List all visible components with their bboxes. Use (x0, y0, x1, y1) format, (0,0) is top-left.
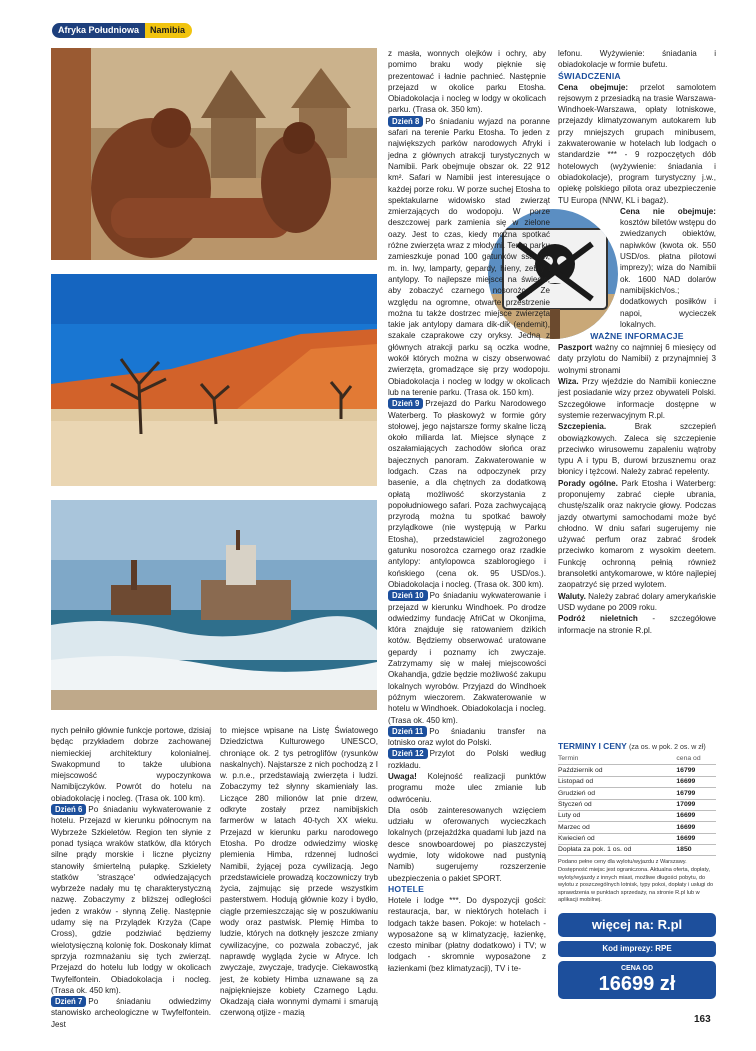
day-badge: Dzień 6 (51, 804, 86, 815)
day-badge: Dzień 8 (388, 116, 423, 127)
day-badge: Dzień 9 (388, 398, 423, 409)
table-row (558, 822, 716, 833)
paragraph: nych pełniło głównie funkcje portowe, dzisiaj będąc przykładem dobrze zachowanej niemieckiej architektury kolonialnej. Swakopmund to także ulubiona miejscowość wypoczynkowa Namibijczyków. Powrót do hotelu na obiadokolację i nocleg. (Trasa ok. 100 km). (51, 726, 211, 803)
label: Porady ogólne. (558, 478, 618, 488)
paragraph: Po śniadaniu wykwaterowanie i przejazd w kierunku Windhoek. Po drodze odwiedzimy fundację AfriCat w Okonjima, która znajduje się ratowaniem dzikich kotów. Będziemy obserwować uratowane gepardy i poznamy ich zwyczaje. Zatrzymamy się w małej miejscowości Okahandja, gdzie będzie możliwość zakupu lokalnych wyrobów. Przyjazd do Windhoek późnym wieczorem. Zakwaterowanie w hotelu w Windhoek. Obiadokolacja i nocleg. (Trasa ok. 450 km). (388, 591, 546, 725)
label: Waluty. (558, 591, 586, 601)
table-row (558, 833, 716, 844)
table-cell-value: cena od (674, 754, 716, 765)
label: Podróż nieletnich (558, 614, 638, 624)
more-info-button[interactable]: więcej na: R.pl (558, 913, 716, 937)
text-column-mid (388, 48, 550, 974)
table-cell-value: 16699 (674, 822, 716, 833)
photo-shipwreck (51, 500, 377, 710)
table-cell-value: 16699 (674, 833, 716, 844)
price-grid (558, 754, 716, 856)
warning-label: Uwaga! (388, 772, 417, 781)
section-title: ŚWIADCZENIA (558, 70, 621, 81)
section-title: WAŻNE INFORMACJE (590, 331, 684, 342)
paragraph: lefonu. Wyżywienie: śniadania i obiadokolacje w formie bufetu. (558, 49, 716, 70)
table-row (558, 788, 716, 799)
day-badge: Dzień 12 (388, 748, 428, 759)
label: Cena nie obejmuje: (620, 206, 716, 216)
paragraph: z masła, wonnych olejków i ochry, aby pomimo braku wody pięknie się prezentować i ładnie pachnieć. Następnie przejazd w okolice parku Etosha. Obiadokolacja i nocleg w lodgy w okolicach parku. (Trasa ok. 350 km). (388, 49, 546, 115)
section-title: HOTELE (388, 883, 425, 894)
day-badge: Dzień 7 (51, 996, 86, 1007)
text-column-right (558, 48, 716, 636)
paragraph: Przejazd do Parku Narodowego Waterberg. To płaskowyż w formie góry stołowej, jego najstarsze formy skalne liczą około miliarda lat. Miejsce słynące z oszałamiających zachodów słońca oraz bajecznych panoram. Zakwaterowanie w lodgach. Czas na odpoczynek przy basenie, a dla chętnych za dodatkową opłatą możliwość skorzystania z popołudniowego safari. Poza zachwycającą przyrodą można tu spotkać bawoły przylądkowe (nie występują w Parku Etosha), przedstawiciel zagrożonego gatunku nosorożca czarnego oraz rzadkie antylopy: antylopowca szablorogiego i końskiego (cena ok. 95 USD/os.). Obiadokolacja i nocleg. (Trasa ok. 300 km). (388, 399, 546, 589)
paragraph: kosztów biletów wstępu do zwiedzanych obiektów, napiwków (kwota ok. 550 USD/os. płatna pilotowi imprezy); wiza do Namibii ok. 1600 NAD dolarów namibijskich/os.; dodatkowych posiłków i napoi, wycieczek lokalnych. (620, 218, 716, 329)
price-badge (558, 961, 716, 999)
table-cell-label: Październik od (558, 765, 674, 776)
table-cell-label: Listopad od (558, 776, 674, 787)
label: Szczepienia. (558, 422, 607, 432)
table-row (558, 845, 716, 856)
table-cell-value: 16799 (674, 788, 716, 799)
table-cell-value: 1850 (674, 845, 716, 856)
paragraph: Należy zabrać dolary amerykańskie USD wydane po 2009 roku. (558, 591, 716, 612)
paragraph: Brak szczepień obowiązkowych. Zaleca się szczepienie przeciwko wirusowemu zapaleniu wątroby typu A i typu B, durowi brzusznemu oraz błonicy i tężcowi. Należy zabrać repelenty. (558, 422, 716, 477)
page-number: 163 (694, 1014, 711, 1025)
day-badge: Dzień 11 (388, 726, 427, 737)
table-cell-label: Grudzień od (558, 788, 674, 799)
paragraph: Park Etosha i Waterberg: proponujemy zabrać ciepłe ubrania, chustę/szalik oraz nakrycie głowy. Podczas jazdy otwartymi samochodami może być chłodno. W dniu safari sugerujemy nie używać perfum oraz zabrać środek przeciwko komarom z wysokim deetem. Funkcję ochronną pełnią również bransoletki antykomarowe, w które najlepiej zaopatrzyć się przed wylotem. (558, 478, 717, 590)
paragraph: Po śniadaniu wyjazd na poranne safari na terenie Parku Etosha. To jeden z największych parków narodowych Afryki i jedna z głównych atrakcji turystycznych w Namibii. Park obejmuje obszar ok. 22 912 km². Safari w Namibii jest interesujące o każdej porze roku. W porze suchej Etosha to spektakularne widowisko stad zwierząt zmierzających do wodopoju. W porze deszczowej park zamienia się w zielone oazy. Jest to czas, kiedy można spotkać różne zwierzęta wraz z młodymi. Teren parku zamieszkuje ponad 100 gatunków ssaków, m. in. lwy, lamparty, gepardy, hieny, zebry i antylopy. To najlepsze miejsce na świecie, aby zobaczyć czarnego nosorożca. Ze względu na ogromne, otwarte przestrzenie można tu także dostrzec miejsce zwierzęta takie jak antylopy damara dik-dik (endemit), szakale czaprakowe czy oryksy. Jedną z głównych atrakcji parku są oczka wodne, wokół których można w ciszy obserwować zwierzęta, gromadzące się przy wodopoju. Obiadokolacja i nocleg w lodgy w okolicach lub na terenie parku. (Trasa ok. 150 km). (388, 116, 550, 397)
table-row (558, 765, 716, 776)
paragraph: Przylot do Polski według rozkładu. (388, 749, 546, 770)
paragraph: Przy wjeździe do Namibii konieczne jest posiadanie wizy przez obywateli Polski. Szczegółowe informacje dostępne w systemie rezerwacyjnym R.pl. (558, 377, 717, 420)
table-cell-label: Dopłata za pok. 1 os. od (558, 845, 674, 856)
text-column-left (51, 725, 211, 1030)
photo-himba (51, 48, 377, 260)
paragraph: Hotele i lodge ***. Do dyspozycji gości: restauracja, bar, w niektórych hotelach i lodgach także basen. Pokoje: w hotelach - wyposażone są w klimatyzację, łazienkę, czesto minibar (płatny dodatkowo) i TV; w lodgach - skromnie wyposażone z łazienkami (bez klimatyzacji), TV i te- (388, 895, 546, 973)
price-label: CENA OD (620, 965, 654, 972)
table-cell-label: Termin (558, 754, 674, 765)
price-table-title: TERMINY I CENY (za os. w pok. 2 os. w zł) (558, 741, 706, 751)
label: Paszport (558, 343, 593, 353)
paragraph: to miejsce wpisane na Listę Światowego Dziedzictwa Kulturowego UNESCO, chroniące ok. 2 tys petroglifów (rysunków naskalnych). Najstarsze z nich pochodzą z I w. p.n.e., przedstawiają zwierzęta i ludzi. Zobaczymy też słynny skamieniały las. Liczące 280 milionów lat pnie drzew, odkryte zostały przez namibijskich farmerów w latach 40-tych XX wieku. Przejazd w kierunku parku narodowego Etosha. Po drodze odwiedzimy wioskę plemienia Himba, rdzennej ludności Namibii, żyjącej poza cywilizacją. Jego przedstawiciele prowadzą koczowniczy tryb życia, zajmując się przede wszystkim pasterstwem. Hodują głównie kozy i bydło, ciągle przemieszczając się w poszukiwaniu wody oraz pastwisk. Plemię Himba to ludzie, których na dotknęły jeszcze zmiany cywilizacyjne, co pozwala zobaczyć, jak naprawdę wygląda życie w Afryce. Ich zwyczaje, zwyczaje, tradycje. Ciekawostką jest, że kobiety Himba uznawane są za najpiękniejsze kobiety Czarnego Lądu. Okadzają ciała wonnymi dymami i smarują czerwoną otjize - mazią (220, 726, 378, 1018)
paragraph: przelot samolotem rejsowym z przesiadką na trasie Warszawa-Windhoek-Warszawa, opłaty lotniskowe, przejazdy klimatyzowanym autokarem lub przy mniejszych grupach minibusem, zakwaterowanie w hotelach lub lodgach o standardzie *** - 9 rozpoczętych dób hotelowych (wyżywienie: śniadania i obiadokolacje), program turystyczny j.w., opiekę polskiego pilota oraz ubezpieczenie TU Europa (NNW, KL i bagaż). (558, 82, 716, 205)
paragraph: ważny co najmniej 6 miesięcy od daty przylotu do Namibii) z przynajmniej 3 wolnymi stronami (558, 343, 716, 375)
tour-code-badge: Kod imprezy: RPE (558, 941, 716, 957)
paragraph: Po śniadaniu wykwaterowanie z hotelu. Przejazd w kierunku północnym na Wybrzeże Szkieletów. Region ten słynie z ponad tysiąca wraków statków, dla których silne prądy morskie i liczne płycizny stanowiły śmiertelną pułapkę. Szkielety statków 'straszące' odwiedzających wybrzeże nadały mu tę charakterystyczną nazwę. Zobaczymy z bliższej odległości jeden z wraków - słynną Zelię. Następnie udamy się na Przylądek Krzyża (Cape Cross), gdzie podziwiać będziemy wielotysięczną kolonię fok. Doskonały klimat sprzyja rozmnażaniu się tych zwierząt. Przejazd do hotelu lub lodgy w okolicach Twyfelfontein. Obiadokolacja i nocleg. (Trasa ok. 450 km). (51, 805, 211, 995)
table-row (558, 810, 716, 821)
table-cell-value: 16699 (674, 776, 716, 787)
paragraph: Kolejność realizacji punktów programu może ulec zmianie lub odwróceniu. (388, 772, 546, 804)
photo-deadvlei (51, 274, 377, 486)
table-row (558, 776, 716, 787)
price-table (558, 741, 716, 905)
label: Wiza. (558, 377, 579, 387)
table-cell-label: Marzec od (558, 822, 674, 833)
paragraph: Po śniadaniu transfer na lotnisko oraz wylot do Polski. (388, 726, 546, 748)
region-tag: Afryka Południowa (52, 23, 145, 38)
table-cell-value: 16699 (674, 810, 716, 821)
label: Cena obejmuje: (558, 82, 629, 92)
day-badge: Dzień 10 (388, 590, 428, 601)
table-row (558, 799, 716, 810)
table-cell-label: Luty od (558, 810, 674, 821)
breadcrumb (52, 23, 192, 38)
table-cell-value: 17099 (674, 799, 716, 810)
table-cell-label: Styczeń od (558, 799, 674, 810)
paragraph: Dla osób zainteresowanych wzięciem udziału w oferowanych wycieczkach lokalnych (przejażdżka quadami lub jazd na desce snowboardowej po piaszczystej wydmie, loty widokowe nad pustynią Namib) sugerujemy rozszerzenie ubezpieczenia o pakiet SPORT. (388, 805, 546, 883)
price-note: Podano pełne ceny dla wylotu/wyjazdu z Warszawy. Dostępność miejsc jest ograniczona. Aktualna oferta, dopłaty, wyloty/wyjazdy z innych miast, możliwe długości pobytu, do wylotu z poszczególnych lotnisk, typy pokoi, dopłaty i usługi do sprawdzenia w punktach sprzedaży, na stronie R.pl lub w aplikacji mobilnej. (558, 859, 714, 904)
table-header-row (558, 754, 716, 765)
country-tag: Namibia (145, 23, 192, 38)
text-column-mid-left (220, 725, 378, 1019)
table-cell-value: 16799 (674, 765, 716, 776)
table-cell-label: Kwiecień od (558, 833, 674, 844)
paragraph: - szczegółowe informacje na stronie R.pl. (558, 614, 716, 635)
price-value: 16699 zł (598, 973, 676, 995)
paragraph: Po śniadaniu odwiedzimy stanowisko archeologiczne w Twyfelfontein. Jest (51, 997, 211, 1029)
